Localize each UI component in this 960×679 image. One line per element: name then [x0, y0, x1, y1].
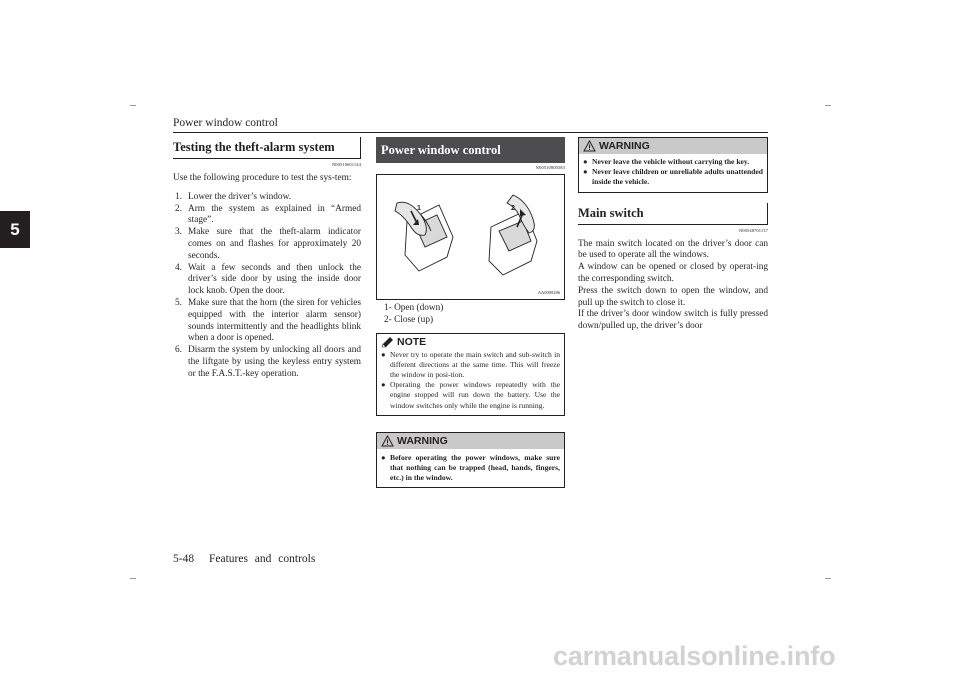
intro-text: Use the following procedure to test the sys-tem: [173, 173, 352, 183]
note-heading: NOTE [377, 334, 564, 350]
bullet-icon: ● [583, 157, 588, 166]
bullet-icon: ● [381, 452, 386, 462]
caption-close: 2- Close (up) [384, 314, 434, 325]
list-item: ● Operating the power windows repeatedly with the engine stopped will run down the battery. Use the window switches only while the engine is running. [381, 380, 560, 410]
header-rule [173, 132, 768, 133]
figure-captions [376, 303, 565, 327]
warning-list [377, 449, 564, 488]
note-box [376, 333, 565, 416]
body-paragraph: The main switch located on the driver’s door can be used to operate all the windows. [578, 238, 768, 261]
warning-heading: WARNING [579, 138, 767, 154]
warning-list [579, 154, 767, 192]
section-heading: Testing the theft-alarm system [173, 140, 361, 159]
section-heading: Power window control [376, 137, 565, 163]
section-heading: Main switch [578, 206, 768, 225]
body-paragraph: Press the switch down to open the window, and pull up the switch to close it. [578, 285, 768, 308]
list-item: ● Never leave children or unreliable adults unattended inside the vehicle. [583, 167, 763, 187]
switch-figure [376, 174, 565, 300]
warning-triangle-icon [583, 140, 596, 152]
body-paragraph: If the driver’s door window switch is fully pressed down/pulled up, the driver’s door [578, 309, 768, 332]
list-item: ● Never leave the vehicle without carrying the key. [583, 157, 750, 166]
figure-label-1: 1 [417, 205, 421, 212]
bullet-icon: ● [381, 349, 386, 359]
list-item: 1. Lower the driver’s window. [175, 191, 292, 202]
bullet-icon: ● [381, 380, 386, 390]
page-number: 5-48 [173, 553, 195, 565]
column-1 [173, 140, 361, 381]
running-title: Power window control [173, 117, 278, 129]
list-item: ● Before operating the power windows, make sure that nothing can be trapped (head, hands, fingers, etc.) in the window. [381, 452, 560, 483]
section-code: N00510601144 [331, 162, 361, 167]
watermark: carmanualsonline.info [553, 641, 836, 671]
bullet-icon: ● [583, 167, 588, 177]
crop-mark [130, 105, 136, 106]
list-item: 4. Wait a few seconds and then unlock the driver’s side door by using the inside door lock knob. Open the door. [175, 262, 361, 297]
section-code: N00510800383 [535, 165, 565, 170]
list-item: ● Never try to operate the main switch and sub-switch in different directions at the same time. This will freeze the window in posi-tion. [381, 349, 560, 379]
warning-heading: WARNING [377, 433, 564, 449]
note-pencil-icon [381, 336, 394, 348]
warning-box [578, 137, 768, 193]
warning-triangle-icon [381, 435, 394, 447]
note-list [377, 350, 564, 415]
column-2 [376, 137, 565, 488]
section-code: N00548701137 [738, 227, 768, 233]
list-item: 6. Disarm the system by unlocking all doors and the liftgate by using the keyless entry system or the F.A.S.T.-key operation. [175, 345, 361, 379]
window-switch-illustration [377, 175, 564, 297]
crop-mark [825, 578, 831, 579]
chapter-tab: 5 [0, 211, 30, 248]
list-item: 3. Make sure that the theft-alarm indicator comes on and flashes for approximately 20 seconds. [175, 227, 361, 261]
list-item: 5. Make sure that the horn (the siren for vehicles equipped with the interior alarm sensor) sounds intermittently and the headlights blink when a door is opened. [175, 297, 361, 344]
body-paragraph: A window can be opened or closed by operat-ing the corresponding switch. [578, 262, 768, 284]
figure-code: AA0009286 [537, 290, 560, 295]
caption-open: 1- Open (down) [384, 303, 444, 313]
procedure-steps [173, 192, 361, 381]
warning-box [376, 432, 565, 489]
main-switch-body [578, 239, 768, 333]
column-3 [578, 137, 768, 333]
list-item: 2. Arm the system as explained in “Armed stage”. [175, 203, 361, 226]
page-footer [173, 553, 315, 565]
footer-section: Features and controls [208, 553, 316, 565]
crop-mark [825, 105, 831, 106]
figure-label-2: 2 [511, 205, 515, 212]
crop-mark [130, 578, 136, 579]
